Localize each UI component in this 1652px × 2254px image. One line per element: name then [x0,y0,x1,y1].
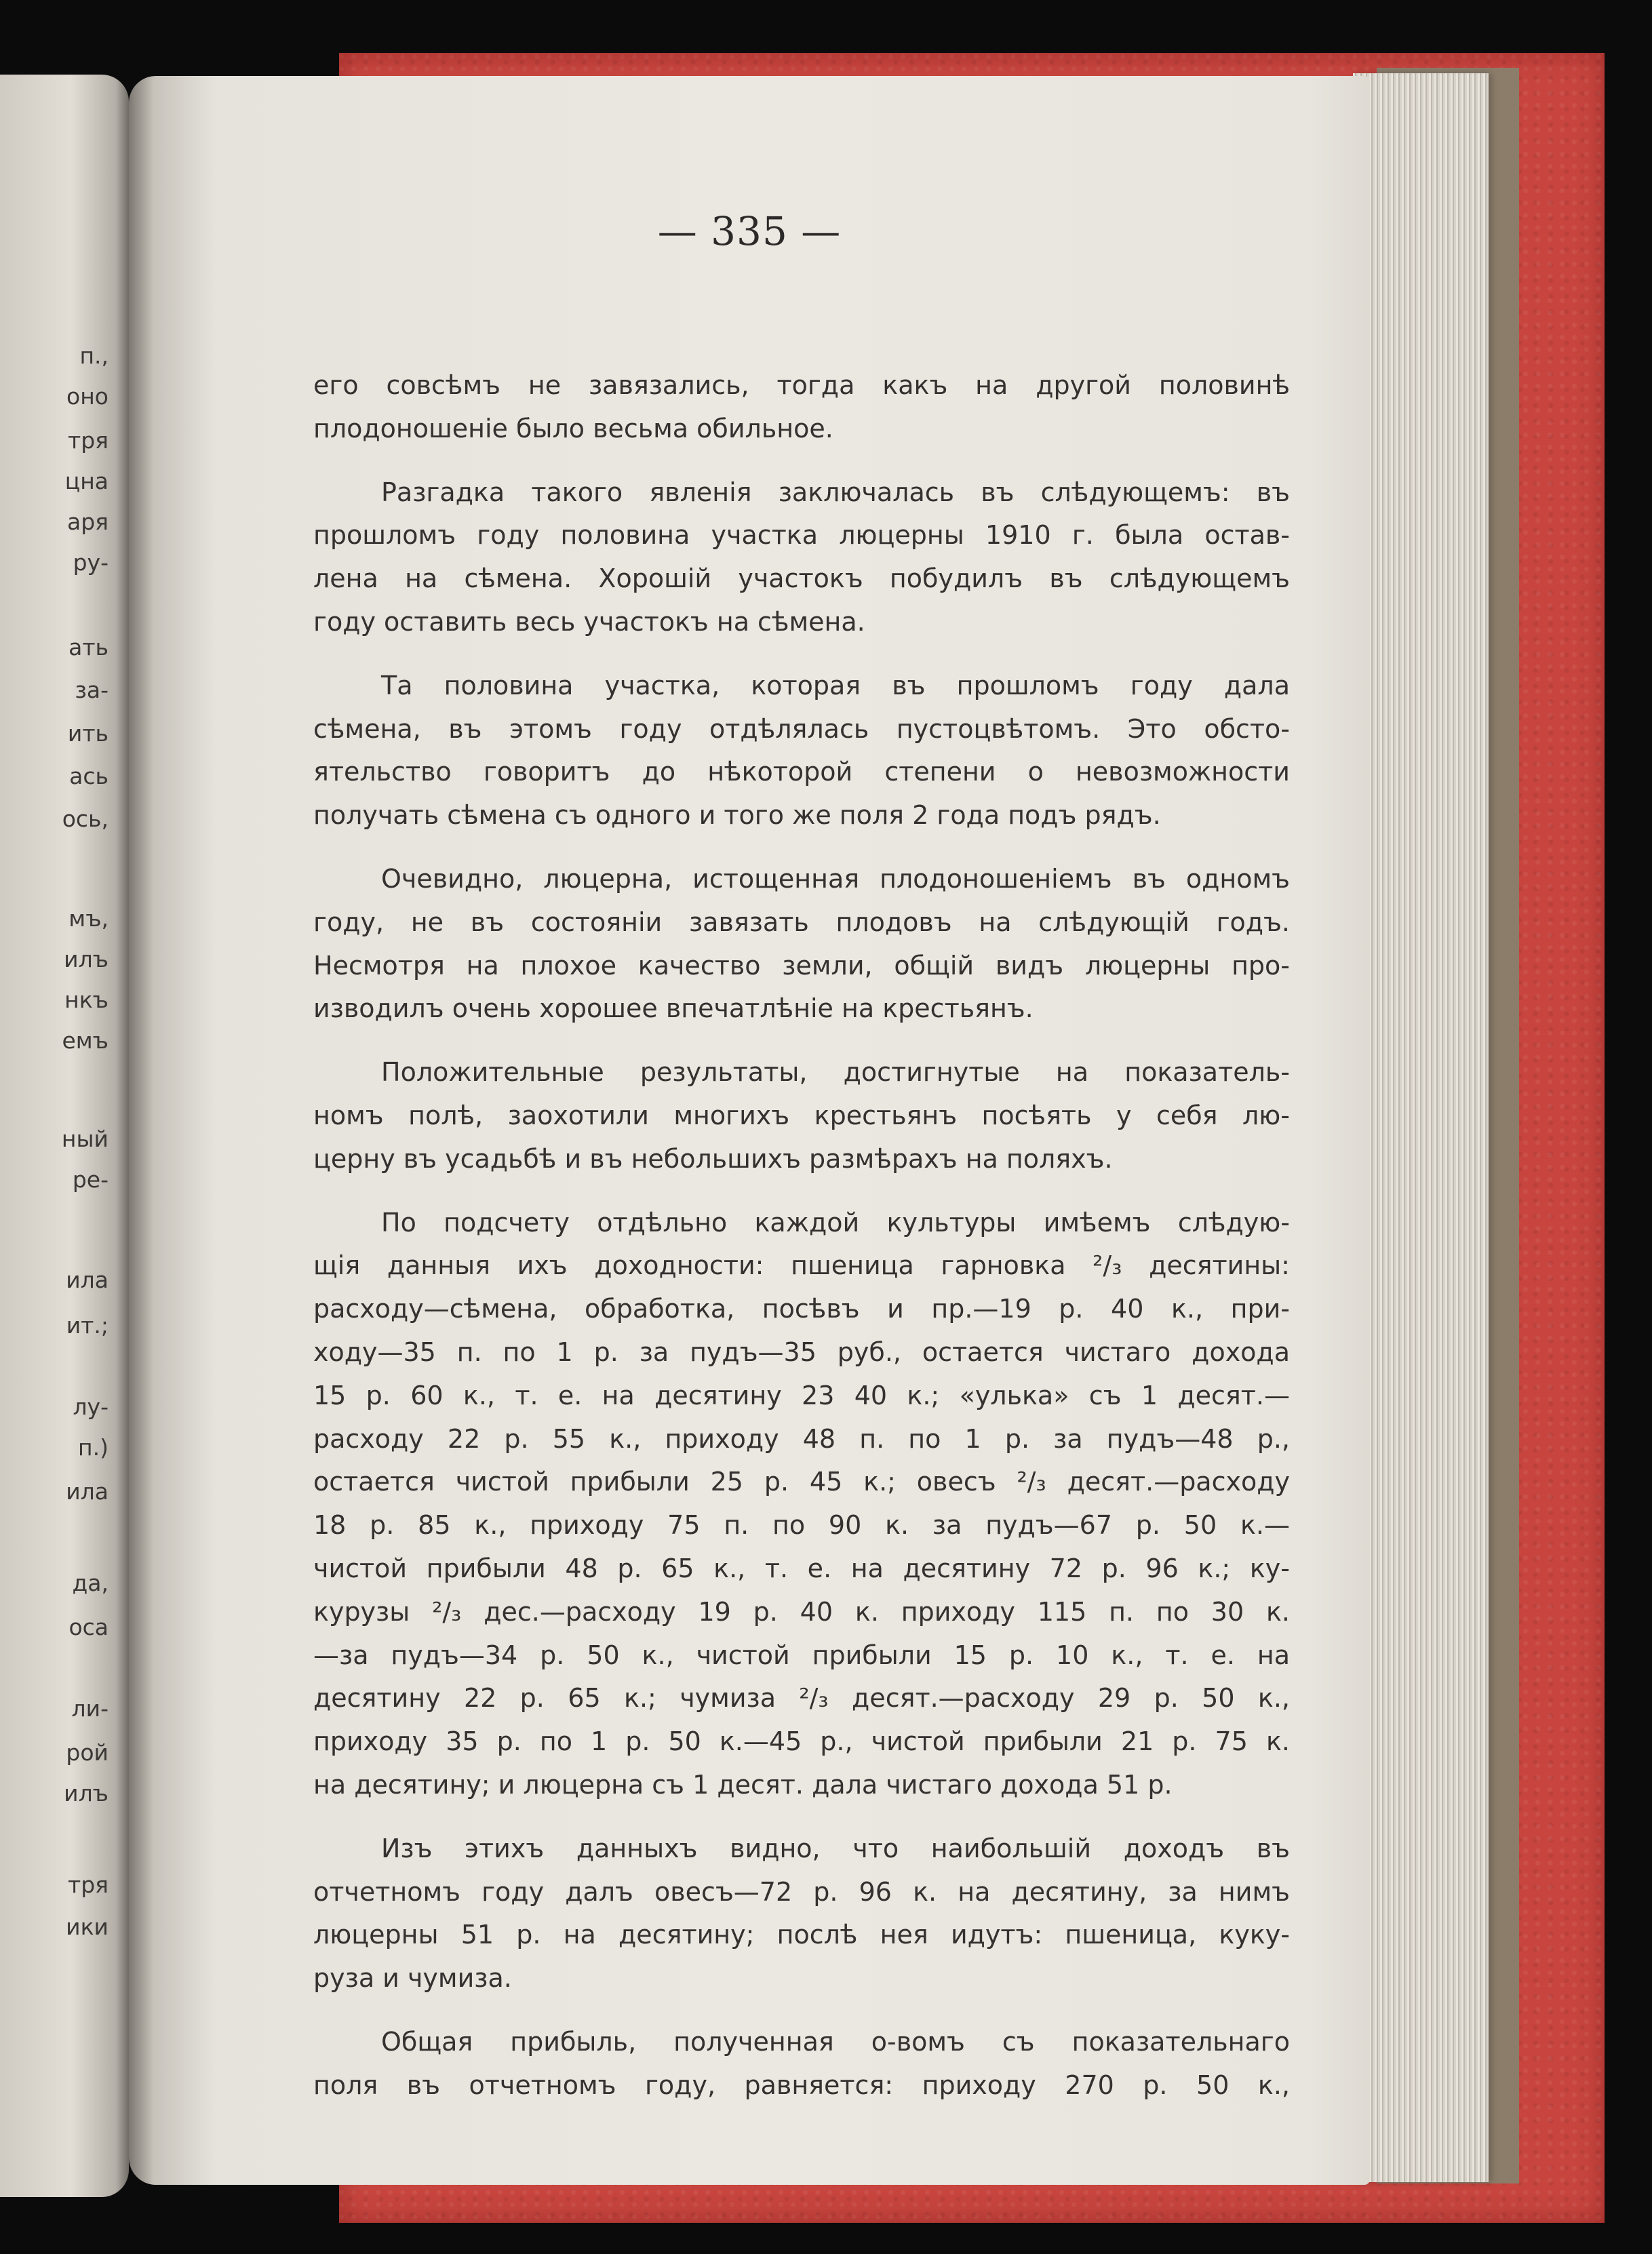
paragraph [313,471,1290,644]
previous-page-fragment: тря [67,1872,109,1898]
text-line: 18 р. 85 к., приходу 75 п. по 90 к. за пудъ—67 р. 50 к.— [313,1510,1290,1541]
previous-page-fragment: ру- [73,549,109,576]
paragraph [313,364,1290,451]
previous-page-fragment: нкъ [64,987,109,1013]
text-line: щія данныя ихъ доходности: пшеница гарновка ²/₃ десятины: [313,1250,1290,1281]
previous-page-fragment: оно [66,383,109,410]
previous-page-fragment: цна [64,468,109,494]
text-line: расходу 22 р. 55 к., приходу 48 п. по 1 р. за пудъ—48 р., [313,1423,1290,1454]
previous-page-fragment: илъ [64,1780,109,1806]
text-line: ятельство говоритъ до нѣкоторой степени о невозможности [313,757,1290,787]
text-line: получать сѣмена съ одного и того же поля 2 года подъ рядъ. [313,800,1161,831]
text-line: лена на сѣмена. Хорошій участокъ побудилъ въ слѣдующемъ [313,564,1290,594]
previous-page-fragment: тря [67,427,109,454]
text-line: руза и чумиза. [313,1963,512,1994]
text-line: курузы ²/₃ дес.—расходу 19 р. 40 к. приходу 115 п. по 30 к. [313,1596,1290,1627]
text-line: По подсчету отдѣльно каждой культуры имѣемъ слѣдую- [381,1207,1290,1238]
text-line: расходу—сѣмена, обработка, посѣвъ и пр.—19 р. 40 к., при- [313,1294,1290,1324]
text-line: году оставить весь участокъ на сѣмена. [313,606,865,637]
previous-page-fragment: ит.; [66,1312,109,1339]
previous-page-fragment: лу- [73,1393,109,1420]
text-line: прошломъ году половина участка люцерны 1910 г. была остав- [313,520,1290,551]
previous-page-fragment: аря [66,509,109,535]
previous-page-fragment: ось, [62,806,109,832]
previous-page-fragment: ный [61,1126,109,1152]
paragraph [313,1051,1290,1181]
text-line: сѣмена, въ этомъ году отдѣлялась пустоцвѣтомъ. Это обсто- [313,713,1290,744]
paragraph [313,858,1290,1031]
text-line: остается чистой прибыли 25 р. 45 к.; овесъ ²/₃ десят.—расходу [313,1467,1290,1497]
previous-page-fragment: емъ [62,1027,109,1054]
previous-page [0,75,129,2197]
previous-page-fragment: ли- [71,1695,109,1722]
text-line: десятину 22 р. 65 к.; чумиза ²/₃ десят.—расходу 29 р. 50 к., [313,1683,1290,1714]
text-line: плодоношеніе было весьма обильное. [313,413,833,443]
previous-page-fragment: п.) [78,1434,109,1461]
paragraph [313,665,1290,837]
previous-page-fragment: п., [79,342,109,369]
text-line: году, не въ состояніи завязать плодовъ на слѣдующій годъ. [313,907,1290,937]
text-line: Изъ этихъ данныхъ видно, что наибольшій доходъ въ [381,1833,1290,1863]
text-line: церну въ усадьбѣ и въ небольшихъ размѣрахъ на поляхъ. [313,1143,1113,1174]
previous-page-fragment: ики [66,1914,109,1940]
previous-page-fragment: ать [68,634,109,660]
text-line: —за пудъ—34 р. 50 к., чистой прибыли 15 р. 10 к., т. е. на [313,1640,1290,1670]
text-line: номъ полѣ, заохотили многихъ крестьянъ посѣять у себя лю- [313,1100,1290,1130]
text-line: Общая прибыль, полученная о-вомъ съ показательнаго [381,2026,1290,2057]
page-body [313,364,1290,2127]
text-line: Очевидно, люцерна, истощенная плодоношеніемъ въ одномъ [381,863,1290,894]
text-line: отчетномъ году далъ овесъ—72 р. 96 к. на десятину, за нимъ [313,1876,1290,1907]
page-edges [1353,73,1489,2182]
text-line: на десятину; и люцерна съ 1 десят. дала чистаго дохода 51 р. [313,1769,1173,1800]
previous-page-fragment: мъ, [68,905,109,932]
text-line: Та половина участка, которая въ прошломъ году дала [381,670,1290,700]
text-line: Положительные результаты, достигнутые на показатель- [381,1057,1290,1088]
previous-page-fragment: рой [66,1739,109,1766]
text-line: 15 р. 60 к., т. е. на десятину 23 40 к.; «улька» съ 1 десят.— [313,1380,1290,1410]
text-line: Разгадка такого явленія заключалась въ слѣдующемъ: въ [381,477,1290,507]
previous-page-fragment: ила [66,1267,109,1293]
paragraph [313,1202,1290,1807]
text-line: приходу 35 р. по 1 р. 50 к.—45 р., чистой прибыли 21 р. 75 к. [313,1726,1290,1757]
previous-page-fragment: ить [67,720,109,747]
paragraph [313,2021,1290,2108]
previous-page-fragment: оса [68,1614,109,1640]
page-number: — 335 — [657,208,842,254]
previous-page-fragment: ре- [72,1166,109,1193]
previous-page-fragment: да, [72,1570,109,1596]
text-line: Несмотря на плохое качество земли, общій видъ люцерны про- [313,950,1290,981]
text-line: чистой прибыли 48 р. 65 к., т. е. на десятину 72 р. 96 к.; ку- [313,1553,1290,1583]
text-line: поля въ отчетномъ году, равняется: приходу 270 р. 50 к., [313,2070,1290,2100]
previous-page-fragment: за- [75,677,109,703]
previous-page-fragment: ила [66,1478,109,1505]
book-page [129,76,1370,2185]
text-line: изводилъ очень хорошее впечатлѣніе на крестьянъ. [313,993,1034,1024]
previous-page-fragment: илъ [64,946,109,972]
text-line: люцерны 51 р. на десятину; послѣ нея идутъ: пшеница, куку- [313,1920,1290,1950]
paragraph [313,1827,1290,2000]
text-line: ходу—35 п. по 1 р. за пудъ—35 руб., остается чистаго дохода [313,1337,1290,1367]
previous-page-fragment: ась [69,763,109,789]
text-line: его совсѣмъ не завязались, тогда какъ на другой половинѣ [313,370,1290,400]
